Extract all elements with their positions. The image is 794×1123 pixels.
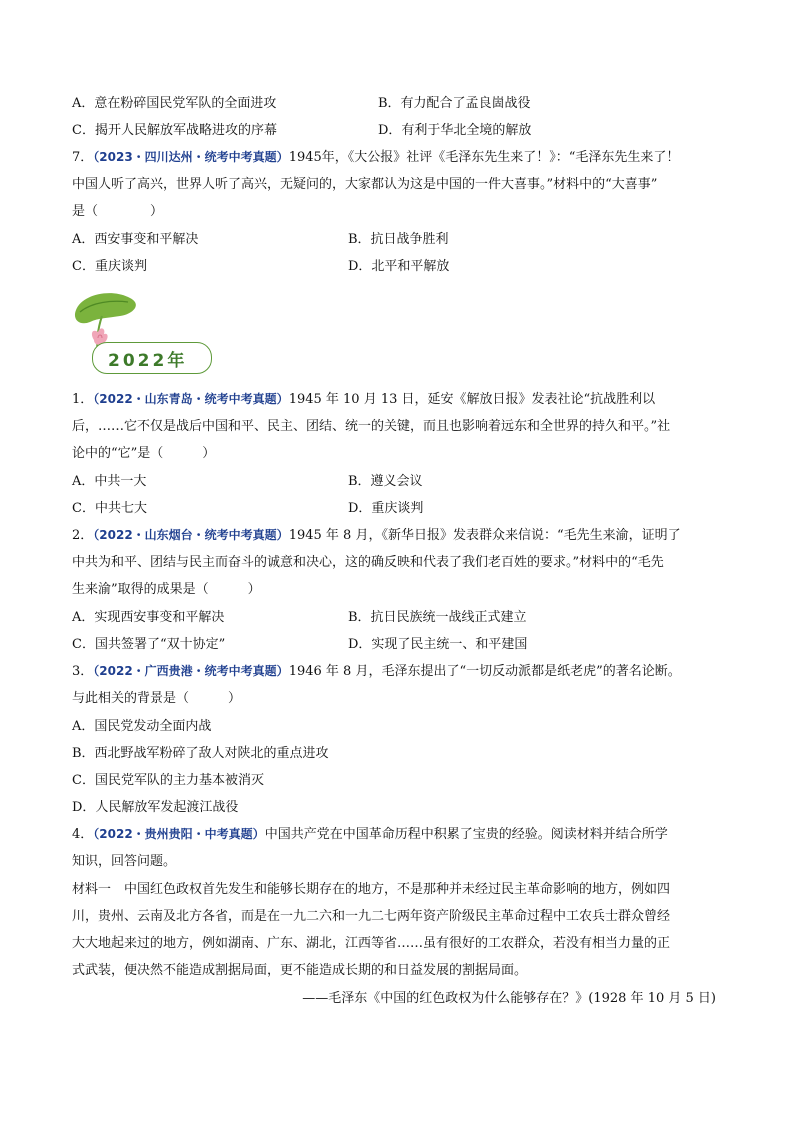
option-d: D．北平和平解放 [348,259,450,274]
option-b: B．抗日战争胜利 [348,232,449,247]
question-2 [72,522,732,549]
question-number: 4． [72,827,94,842]
question-text: 中国人听了高兴，世界人听了高兴，无疑问的，大家都认为这是中国的一件大喜事。”材料中的“大喜事” [72,177,658,192]
option-b: B．西北野战军粉碎了敌人对陕北的重点进攻 [72,746,329,761]
question-source: （2023・四川达州・统考中考真题） [93,150,289,164]
question-source: （2022・广西贵港・统考中考真题） [93,664,289,678]
question-source: （2022・山东青岛・统考中考真题） [93,392,289,406]
material-text: 式武装，便决然不能造成割据局面，更不能造成长期的和日益发展的割据局面。 [72,963,528,978]
option-row [72,604,732,631]
option-row [72,117,732,144]
option-b: B．有力配合了孟良崮战役 [378,96,531,111]
material-text: 大大地起来过的地方，例如湖南、广东、湖北，江西等省……虽有很好的工农群众，若没有相当力量的正 [72,936,671,951]
question-text: 与此相关的背景是（ ） [72,691,242,706]
option-b: B．遵义会议 [348,474,423,489]
option-a: A．国民党发动全面内战 [72,719,212,734]
option-row [72,253,732,280]
question-text: 1946 年 8 月，毛泽东提出了“一切反动派都是纸老虎”的著名论断。 [288,664,681,679]
option-a: A．西安事变和平解决 [72,232,199,247]
question-text: 生来渝”取得的成果是（ ） [72,582,261,597]
question-text: 后，……它不仅是战后中国和平、民主、团结、统一的关键，而且也影响着远东和全世界的持久和平。”社 [72,419,671,434]
question-text: 知识，回答问题。 [72,854,177,869]
question-3 [72,658,732,685]
question-7 [72,144,732,171]
question-text: 1945 年 8 月，《新华日报》发表群众来信说：“毛先生来渝，证明了 [288,528,681,543]
question-text: 中共为和平、团结与民主而奋斗的诚意和决心，这的确反映和代表了我们老百姓的要求。”材料中的“毛先 [72,555,664,570]
question-number: 7． [72,150,94,165]
question-text: 1945年，《大公报》社评《毛泽东先生来了！》：“毛泽东先生来了！ [288,150,680,165]
option-c: C．重庆谈判 [72,259,147,274]
section-year-title: 2022年 [108,351,188,371]
option-row [72,90,732,117]
option-row [72,495,732,522]
option-d: D．重庆谈判 [348,501,424,516]
question-source: （2022・山东烟台・统考中考真题） [93,528,289,542]
question-text: 论中的“它”是（ ） [72,446,216,461]
option-d: D．有利于华北全境的解放 [378,123,532,138]
option-c: C．揭开人民解放军战略进攻的序幕 [72,123,277,138]
option-row [72,226,732,253]
material-text: 川，贵州、云南及北方各省，而是在一九二六和一九二七两年资产阶级民主革命过程中工农兵士群众曾经 [72,909,671,924]
option-a: A．中共一大 [72,474,147,489]
option-c: C．中共七大 [72,501,147,516]
option-row [72,468,732,495]
option-d: D．人民解放军发起渡江战役 [72,800,239,815]
option-row [72,631,732,658]
question-1 [72,386,732,413]
question-text: 是（ ） [72,204,164,219]
option-b: B．抗日民族统一战线正式建立 [348,610,527,625]
material-text: 材料一 中国红色政权首先发生和能够长期存在的地方，不是那种并未经过民主革命影响的地方，例如四 [72,882,671,897]
option-a: A．实现西安事变和平解决 [72,610,225,625]
option-d: D．实现了民主统一、和平建国 [348,637,528,652]
material-citation: ——毛泽东《中国的红色政权为什么能够存在？》(1928 年 10 月 5 日) [302,991,716,1006]
question-source: （2022・贵州贵阳・中考真题） [93,827,265,841]
question-number: 3． [72,664,94,679]
option-c: C．国民党军队的主力基本被消灭 [72,773,264,788]
option-c: C．国共签署了“双十协定” [72,637,226,652]
question-text: 1945 年 10 月 13 日，延安《解放日报》发表社论“抗战胜利以 [288,392,656,407]
question-number: 1． [72,392,94,407]
question-text: 中国共产党在中国革命历程中积累了宝贵的经验。阅读材料并结合所学 [264,827,668,842]
option-a: A．意在粉碎国民党军队的全面进攻 [72,96,277,111]
question-4 [72,821,732,848]
question-number: 2． [72,528,94,543]
